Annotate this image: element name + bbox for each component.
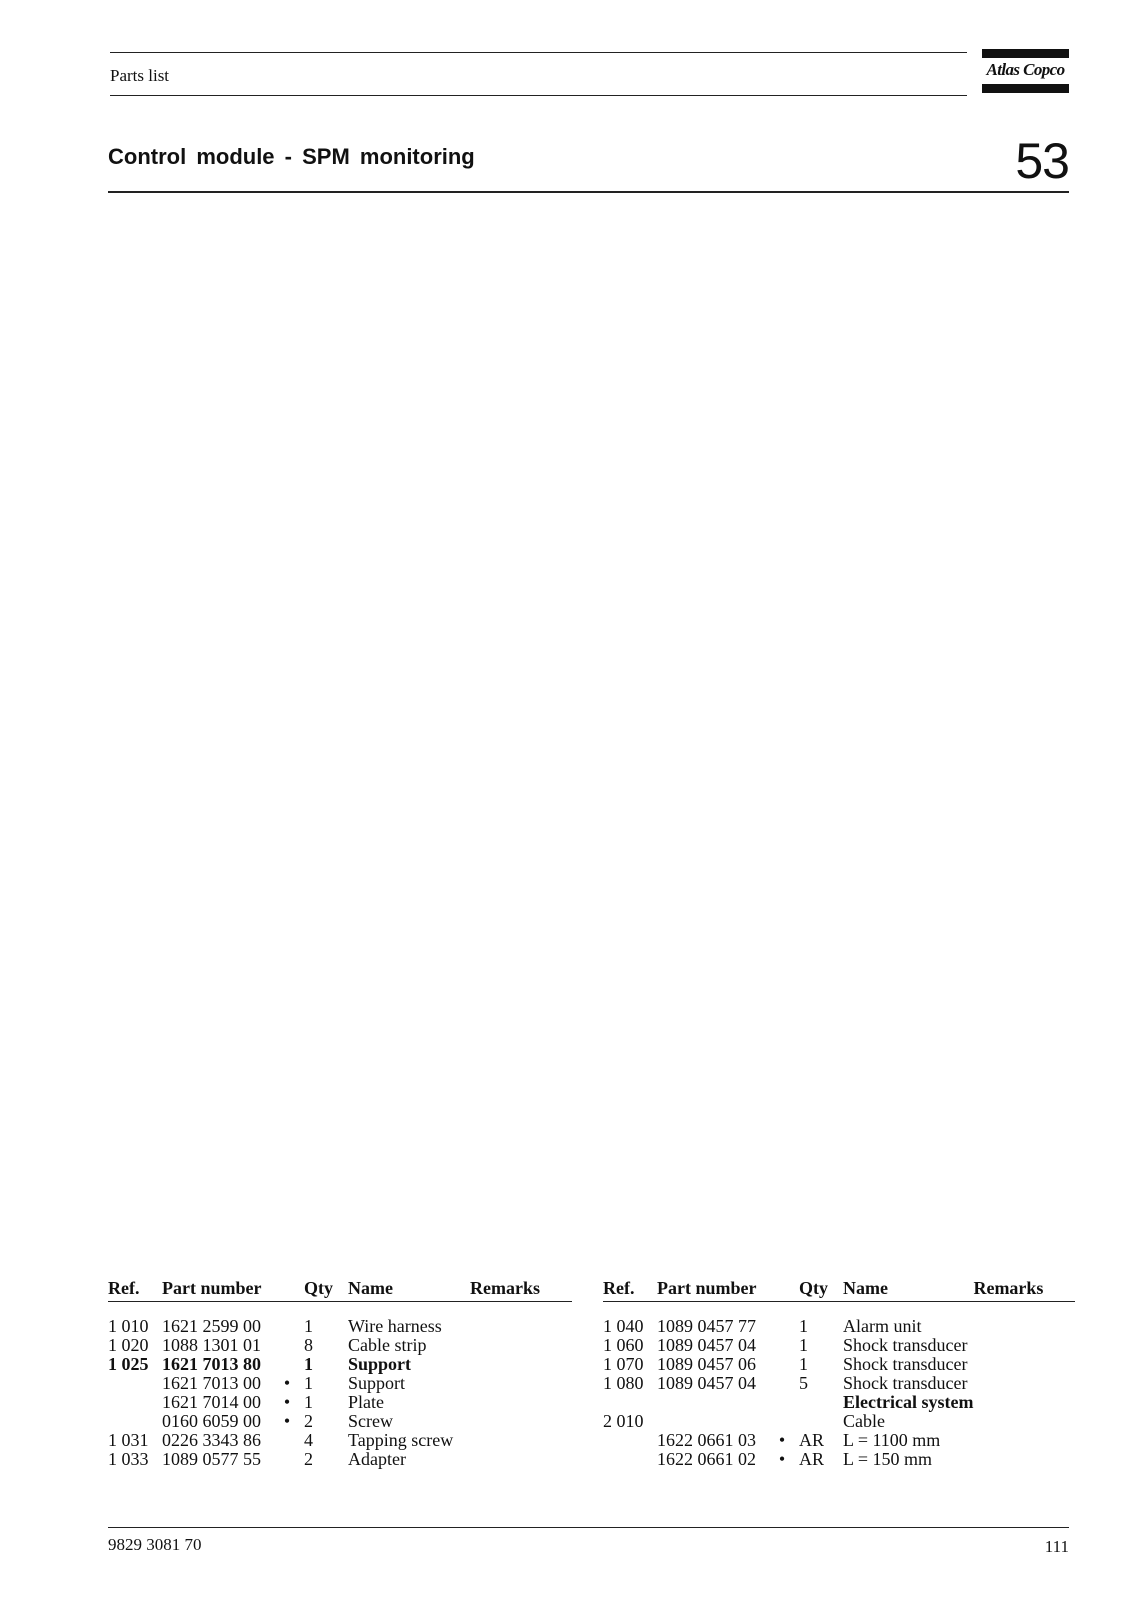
cell-part-number: 0160 6059 00 xyxy=(162,1411,261,1431)
cell-name: Support xyxy=(348,1354,412,1374)
cell-ref: 1 010 xyxy=(108,1316,149,1336)
cell-remarks xyxy=(973,1393,1075,1412)
cell-part-number: 1089 0457 06 xyxy=(657,1354,756,1374)
cell-remarks xyxy=(470,1336,572,1355)
cell-part-number xyxy=(657,1412,765,1431)
cell-qty: 1 xyxy=(304,1373,313,1393)
cell-marker xyxy=(270,1336,304,1355)
cell-name: Adapter xyxy=(348,1449,406,1469)
table-row xyxy=(108,1355,572,1374)
cell-remarks xyxy=(973,1355,1075,1374)
table-row xyxy=(603,1336,1075,1355)
cell-marker: • xyxy=(283,1373,291,1393)
cell-marker xyxy=(270,1431,304,1450)
cell-name: Cable xyxy=(843,1411,885,1431)
table-spacer xyxy=(108,1302,572,1318)
cell-marker xyxy=(765,1412,799,1431)
cell-remarks xyxy=(973,1336,1075,1355)
cell-name: Tapping screw xyxy=(348,1430,454,1450)
cell-qty: 2 xyxy=(304,1411,313,1431)
cell-marker xyxy=(270,1317,304,1336)
cell-remarks xyxy=(973,1450,1075,1469)
cell-remarks xyxy=(470,1317,572,1336)
table-row xyxy=(108,1374,572,1393)
col-marker xyxy=(270,1279,304,1302)
col-qty: Qty xyxy=(304,1279,348,1302)
cell-remarks xyxy=(973,1374,1075,1393)
footer-rule xyxy=(108,1527,1069,1528)
header-top-rule xyxy=(110,52,967,53)
cell-ref: 1 070 xyxy=(603,1354,644,1374)
cell-ref: 1 080 xyxy=(603,1373,644,1393)
table-row xyxy=(603,1431,1075,1450)
table-row xyxy=(108,1412,572,1431)
cell-qty: 8 xyxy=(304,1335,313,1355)
cell-part-number xyxy=(657,1393,765,1412)
col-name: Name xyxy=(843,1279,973,1302)
cell-ref: 1 060 xyxy=(603,1335,644,1355)
logo-top-bar xyxy=(982,49,1069,58)
cell-qty: 1 xyxy=(799,1316,808,1336)
cell-ref xyxy=(603,1450,657,1469)
cell-marker: • xyxy=(778,1449,786,1469)
header-label: Parts list xyxy=(110,66,170,85)
table-row xyxy=(603,1355,1075,1374)
cell-marker: • xyxy=(283,1411,291,1431)
cell-part-number: 1622 0661 02 xyxy=(657,1449,756,1469)
cell-qty: 1 xyxy=(304,1316,313,1336)
cell-ref xyxy=(108,1374,162,1393)
cell-part-number: 1621 2599 00 xyxy=(162,1316,261,1336)
cell-ref: 1 031 xyxy=(108,1430,149,1450)
cell-name: Cable strip xyxy=(348,1335,427,1355)
cell-qty: 5 xyxy=(799,1373,808,1393)
cell-ref xyxy=(603,1431,657,1450)
cell-name: Shock transducer xyxy=(843,1373,968,1393)
page-number: 111 xyxy=(1044,1537,1069,1556)
cell-remarks xyxy=(470,1393,572,1412)
col-name: Name xyxy=(348,1279,470,1302)
cell-name: Alarm unit xyxy=(843,1316,922,1336)
cell-remarks xyxy=(973,1412,1075,1431)
cell-qty: AR xyxy=(799,1449,825,1469)
cell-part-number: 1089 0457 04 xyxy=(657,1335,756,1355)
cell-part-number: 1621 7013 00 xyxy=(162,1373,261,1393)
cell-name: Wire harness xyxy=(348,1316,442,1336)
cell-ref: 1 040 xyxy=(603,1316,644,1336)
table-row xyxy=(603,1393,1075,1412)
cell-qty: 4 xyxy=(304,1430,313,1450)
cell-marker xyxy=(765,1374,799,1393)
cell-qty: 1 xyxy=(304,1392,313,1412)
cell-part-number: 1089 0577 55 xyxy=(162,1449,261,1469)
cell-ref xyxy=(603,1393,657,1412)
cell-marker: • xyxy=(283,1392,291,1412)
table-row xyxy=(603,1317,1075,1336)
cell-qty xyxy=(799,1393,843,1412)
cell-part-number: 1088 1301 01 xyxy=(162,1335,261,1355)
cell-name: Shock transducer xyxy=(843,1335,968,1355)
cell-qty xyxy=(799,1412,843,1431)
cell-marker xyxy=(765,1317,799,1336)
cell-qty: 1 xyxy=(799,1335,808,1355)
cell-part-number: 1089 0457 77 xyxy=(657,1316,756,1336)
cell-remarks xyxy=(470,1431,572,1450)
cell-ref: 1 033 xyxy=(108,1449,149,1469)
col-part-number: Part number xyxy=(657,1279,765,1302)
parts-table-left xyxy=(108,1279,572,1469)
cell-remarks xyxy=(973,1431,1075,1450)
atlas-copco-logo xyxy=(982,49,1069,93)
document-number: 9829 3081 70 xyxy=(108,1535,202,1554)
cell-qty: 1 xyxy=(799,1354,808,1374)
table-row xyxy=(108,1336,572,1355)
cell-marker xyxy=(270,1450,304,1469)
cell-qty: 1 xyxy=(304,1354,313,1374)
col-part-number: Part number xyxy=(162,1279,270,1302)
col-marker xyxy=(765,1279,799,1302)
table-header-row xyxy=(603,1279,1075,1302)
cell-name: Screw xyxy=(348,1411,393,1431)
cell-ref xyxy=(108,1412,162,1431)
col-qty: Qty xyxy=(799,1279,843,1302)
cell-part-number: 1621 7013 80 xyxy=(162,1354,261,1374)
drawing-area xyxy=(108,195,1069,1275)
table-header-row xyxy=(108,1279,572,1302)
table-spacer xyxy=(603,1302,1075,1318)
cell-qty: 2 xyxy=(304,1449,313,1469)
cell-remarks xyxy=(470,1374,572,1393)
cell-marker xyxy=(765,1355,799,1374)
section-title: Control module - SPM monitoring xyxy=(108,144,475,169)
table-row xyxy=(108,1393,572,1412)
table-row xyxy=(603,1450,1075,1469)
cell-name: Electrical system xyxy=(843,1392,974,1412)
col-remarks: Remarks xyxy=(973,1279,1075,1302)
table-row xyxy=(603,1374,1075,1393)
cell-name: L = 150 mm xyxy=(843,1449,932,1469)
logo-bottom-bar xyxy=(982,84,1069,93)
cell-name: Plate xyxy=(348,1392,384,1412)
cell-marker xyxy=(270,1355,304,1374)
cell-ref: 2 010 xyxy=(603,1411,644,1431)
header-bottom-rule xyxy=(110,95,967,96)
cell-marker: • xyxy=(778,1430,786,1450)
table-row xyxy=(108,1431,572,1450)
cell-remarks xyxy=(470,1355,572,1374)
col-ref: Ref. xyxy=(603,1279,657,1302)
col-ref: Ref. xyxy=(108,1279,162,1302)
cell-marker xyxy=(765,1393,799,1412)
cell-part-number: 1621 7014 00 xyxy=(162,1392,261,1412)
cell-marker xyxy=(765,1336,799,1355)
section-rule xyxy=(108,191,1069,193)
cell-remarks xyxy=(470,1412,572,1431)
cell-ref: 1 020 xyxy=(108,1335,149,1355)
cell-remarks xyxy=(973,1317,1075,1336)
cell-ref: 1 025 xyxy=(108,1354,149,1374)
parts-table-right xyxy=(603,1279,1075,1469)
logo-text: Atlas Copco xyxy=(986,60,1065,79)
cell-name: L = 1100 mm xyxy=(843,1430,941,1450)
section-number: 53 xyxy=(1015,133,1069,189)
table-row xyxy=(108,1317,572,1336)
cell-remarks xyxy=(470,1450,572,1469)
cell-name: Shock transducer xyxy=(843,1354,968,1374)
cell-part-number: 1089 0457 04 xyxy=(657,1373,756,1393)
cell-qty: AR xyxy=(799,1430,825,1450)
cell-part-number: 0226 3343 86 xyxy=(162,1430,261,1450)
cell-ref xyxy=(108,1393,162,1412)
cell-part-number: 1622 0661 03 xyxy=(657,1430,756,1450)
col-remarks: Remarks xyxy=(470,1279,572,1302)
table-row xyxy=(108,1450,572,1469)
cell-name: Support xyxy=(348,1373,406,1393)
table-row xyxy=(603,1412,1075,1431)
